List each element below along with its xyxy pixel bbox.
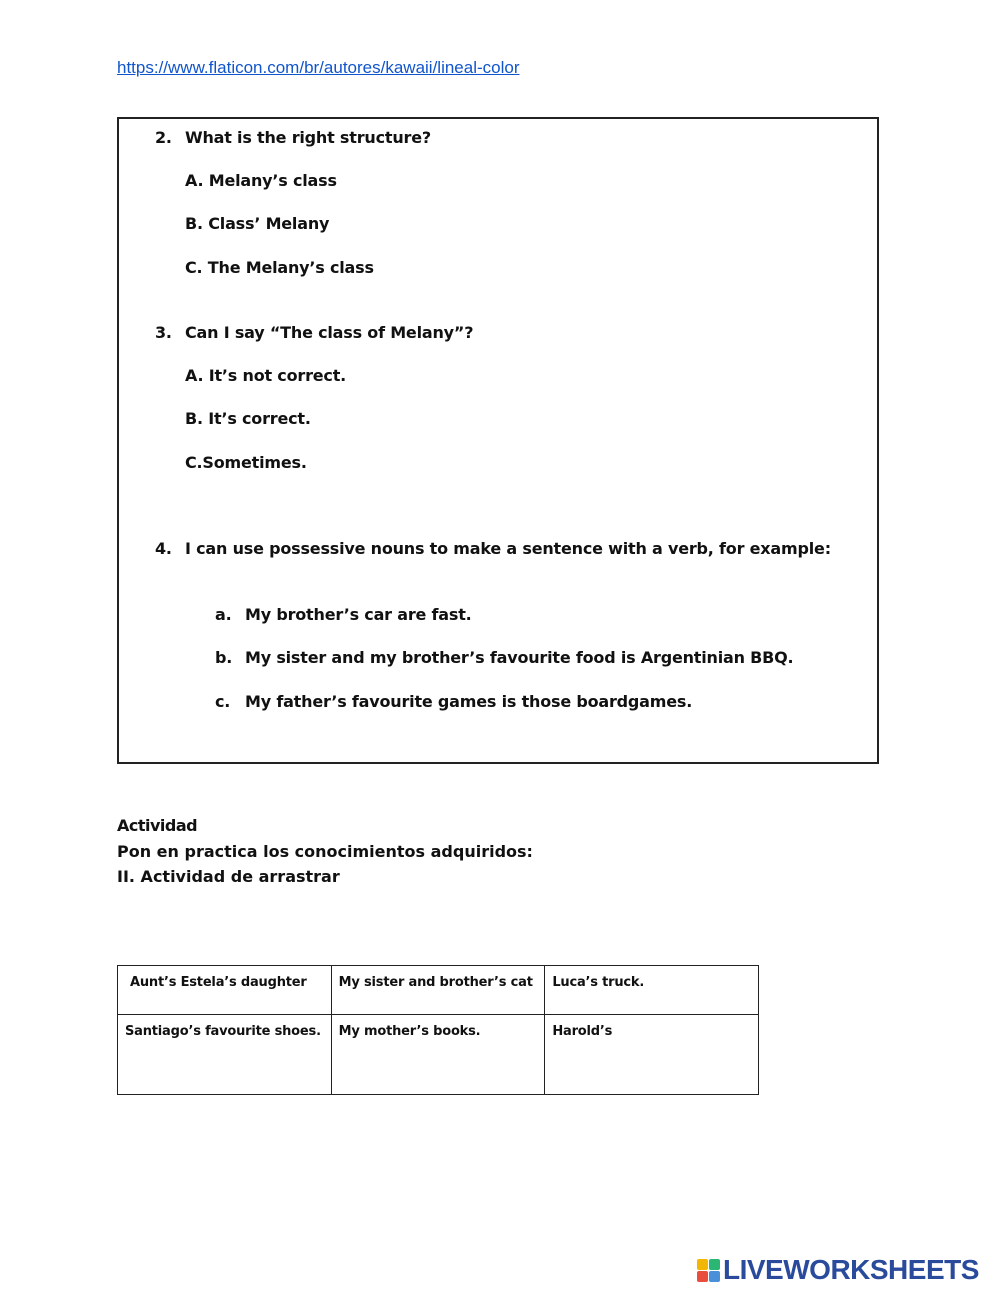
drag-cell[interactable]: Harold’s — [545, 1015, 759, 1095]
question-3-option-b[interactable]: B. It’s correct. — [185, 409, 311, 428]
activity-instruction: Pon en practica los conocimientos adquiridos: — [117, 842, 533, 861]
question-number: 4. — [155, 539, 172, 558]
drag-cell[interactable]: My sister and brother’s cat — [331, 966, 545, 1015]
option-letter: c. — [215, 692, 231, 711]
drag-cell[interactable]: Santiago’s favourite shoes. — [118, 1015, 332, 1095]
question-2-option-c[interactable]: C. The Melany’s class — [185, 258, 374, 277]
option-letter: a. — [215, 605, 232, 624]
option-text: My brother’s car are fast. — [245, 605, 472, 624]
table-row — [118, 1015, 759, 1095]
question-3-option-c[interactable]: C.Sometimes. — [185, 453, 307, 472]
activity-section: II. Actividad de arrastrar — [117, 867, 340, 886]
question-2-option-b[interactable]: B. Class’ Melany — [185, 214, 330, 233]
quiz-box — [117, 117, 879, 764]
question-4-option-b[interactable] — [215, 648, 793, 667]
liveworksheets-logo — [697, 1254, 979, 1286]
source-link[interactable]: https://www.flaticon.com/br/autores/kawaii/lineal-color — [117, 58, 520, 77]
question-4 — [155, 539, 831, 558]
question-4-option-a[interactable] — [215, 605, 472, 624]
logo-tile — [709, 1259, 720, 1270]
drag-table — [117, 965, 759, 1095]
question-number: 3. — [155, 323, 172, 342]
option-letter: b. — [215, 648, 233, 667]
question-2-option-a[interactable]: A. Melany’s class — [185, 171, 337, 190]
question-text: Can I say “The class of Melany”? — [185, 323, 474, 342]
drag-cell[interactable]: Luca’s truck. — [545, 966, 759, 1015]
option-text: My father’s favourite games is those boardgames. — [245, 692, 693, 711]
question-text: What is the right structure? — [185, 128, 431, 147]
drag-cell[interactable]: Aunt’s Estela’s daughter — [118, 966, 332, 1015]
question-number: 2. — [155, 128, 172, 147]
question-2 — [155, 128, 431, 147]
logo-tile — [709, 1271, 720, 1282]
question-text: I can use possessive nouns to make a sentence with a verb, for example: — [185, 539, 831, 558]
drag-cell[interactable]: My mother’s books. — [331, 1015, 545, 1095]
logo-tile — [697, 1271, 708, 1282]
logo-wordmark: LIVEWORKSHEETS — [723, 1254, 979, 1285]
question-3 — [155, 323, 473, 342]
question-3-option-a[interactable]: A. It’s not correct. — [185, 366, 347, 385]
table-row — [118, 966, 759, 1015]
activity-title: Actividad — [117, 816, 198, 835]
logo-tile — [697, 1259, 708, 1270]
question-4-option-c[interactable] — [215, 692, 692, 711]
option-text: My sister and my brother’s favourite food is Argentinian BBQ. — [245, 648, 794, 667]
logo-tiles-icon — [697, 1259, 720, 1282]
